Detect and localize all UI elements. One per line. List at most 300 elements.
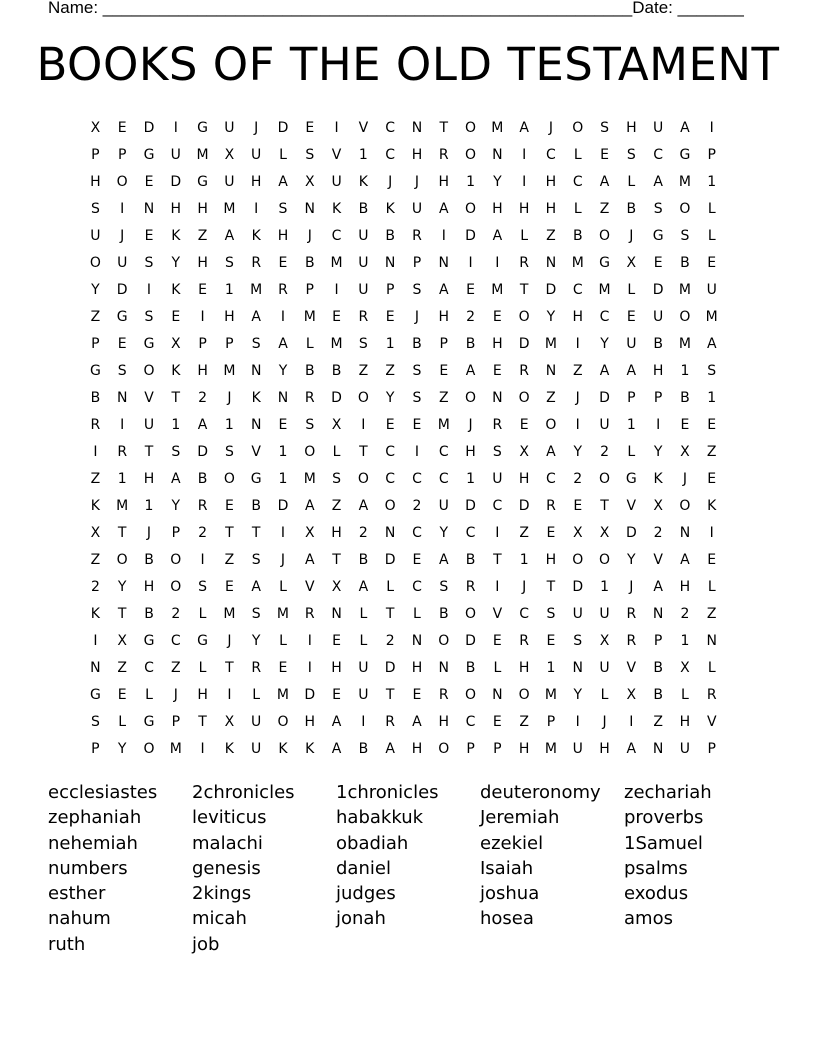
grid-letter[interactable]: M (303, 470, 316, 487)
grid-letter[interactable]: E (144, 227, 154, 244)
grid-letter[interactable]: D (197, 443, 208, 460)
grid-letter[interactable]: M (276, 605, 290, 622)
grid-letter[interactable]: L (573, 200, 582, 217)
grid-letter[interactable]: I (307, 632, 312, 649)
grid-letter[interactable]: C (572, 173, 583, 190)
grid-letter[interactable]: R (626, 605, 637, 622)
grid-letter[interactable]: S (600, 119, 609, 136)
grid-letter[interactable]: E (707, 551, 717, 568)
grid-letter[interactable]: A (626, 740, 637, 757)
grid-letter[interactable]: R (251, 254, 262, 271)
grid-letter[interactable]: R (304, 389, 315, 406)
grid-letter[interactable]: Y (439, 524, 449, 541)
grid-letter[interactable]: N (250, 416, 262, 433)
grid-letter[interactable]: O (572, 119, 584, 136)
grid-letter[interactable]: Z (331, 497, 342, 514)
grid-letter[interactable]: H (545, 200, 557, 217)
grid-letter[interactable]: E (332, 686, 341, 703)
grid-letter[interactable]: D (465, 497, 476, 514)
grid-letter[interactable]: L (627, 281, 636, 298)
grid-letter[interactable]: R (438, 146, 449, 163)
grid-letter[interactable]: N (706, 632, 717, 649)
grid-letter[interactable]: J (548, 119, 554, 136)
grid-letter[interactable]: N (652, 605, 664, 622)
grid-letter[interactable]: 1 (466, 173, 476, 190)
grid-letter[interactable]: I (575, 416, 580, 433)
grid-letter[interactable]: G (143, 335, 155, 352)
grid-letter[interactable]: L (332, 443, 341, 460)
grid-letter[interactable]: I (120, 416, 125, 433)
grid-letter[interactable]: O (116, 173, 128, 190)
grid-letter[interactable]: D (465, 227, 476, 244)
grid-letter[interactable]: X (680, 443, 690, 460)
grid-letter[interactable]: J (602, 713, 607, 730)
grid-letter[interactable]: N (652, 740, 664, 757)
grid-letter[interactable]: E (707, 470, 717, 487)
grid-letter[interactable]: Z (90, 551, 101, 568)
grid-letter[interactable]: N (545, 254, 557, 271)
grid-letter[interactable]: P (171, 713, 181, 730)
grid-letter[interactable]: B (251, 497, 261, 514)
grid-letter[interactable]: A (385, 740, 395, 757)
grid-letter[interactable]: A (626, 362, 637, 379)
grid-letter[interactable]: H (492, 335, 503, 352)
grid-letter[interactable]: J (280, 551, 286, 568)
grid-letter[interactable]: 2 (466, 308, 476, 325)
grid-letter[interactable]: Z (385, 362, 395, 379)
grid-letter[interactable]: D (652, 281, 664, 298)
grid-letter[interactable]: H (411, 659, 423, 676)
grid-letter[interactable]: I (441, 227, 446, 244)
grid-letter[interactable]: I (495, 254, 500, 271)
grid-letter[interactable]: E (600, 146, 609, 163)
grid-letter[interactable]: B (680, 254, 690, 271)
grid-letter[interactable]: L (145, 686, 153, 703)
grid-letter[interactable]: M (678, 173, 691, 190)
grid-letter[interactable]: O (599, 227, 611, 244)
grid-letter[interactable]: D (331, 389, 342, 406)
grid-letter[interactable]: A (706, 335, 717, 352)
grid-letter[interactable]: 1 (680, 362, 690, 379)
grid-letter[interactable]: P (305, 281, 314, 298)
grid-letter[interactable]: O (116, 551, 128, 568)
grid-letter[interactable]: S (251, 551, 261, 568)
grid-letter[interactable]: O (143, 740, 155, 757)
grid-letter[interactable]: O (518, 308, 530, 325)
grid-letter[interactable]: C (465, 713, 476, 730)
grid-letter[interactable]: I (575, 713, 580, 730)
grid-letter[interactable]: P (225, 335, 234, 352)
grid-letter[interactable]: M (196, 146, 209, 163)
grid-letter[interactable]: K (90, 605, 100, 622)
grid-letter[interactable]: Y (653, 443, 663, 460)
grid-letter[interactable]: O (89, 254, 101, 271)
grid-letter[interactable]: A (331, 740, 342, 757)
grid-letter[interactable]: 1 (466, 470, 476, 487)
grid-letter[interactable]: S (117, 362, 127, 379)
date-field[interactable]: Date: _______ (632, 0, 744, 17)
grid-letter[interactable]: A (171, 470, 181, 487)
grid-letter[interactable]: I (254, 200, 259, 217)
grid-letter[interactable]: N (384, 254, 396, 271)
grid-letter[interactable]: A (465, 362, 476, 379)
grid-letter[interactable]: H (518, 740, 530, 757)
grid-letter[interactable]: C (412, 524, 422, 541)
grid-letter[interactable]: 1 (171, 416, 181, 433)
name-field[interactable]: Name: ________________________________________________________ (48, 0, 633, 17)
grid-letter[interactable]: Z (170, 659, 181, 676)
grid-letter[interactable]: X (304, 524, 315, 541)
grid-letter[interactable]: B (358, 551, 369, 568)
grid-letter[interactable]: M (678, 281, 691, 298)
grid-letter[interactable]: H (679, 713, 691, 730)
grid-letter[interactable]: O (223, 470, 235, 487)
grid-letter[interactable]: O (357, 470, 369, 487)
grid-letter[interactable]: T (439, 119, 449, 136)
grid-letter[interactable]: B (412, 335, 422, 352)
grid-letter[interactable]: E (117, 119, 127, 136)
grid-letter[interactable]: R (626, 632, 637, 649)
grid-letter[interactable]: P (91, 740, 100, 757)
grid-letter[interactable]: X (653, 497, 663, 514)
grid-letter[interactable]: M (544, 335, 557, 352)
grid-letter[interactable]: E (439, 362, 449, 379)
grid-letter[interactable]: H (277, 227, 289, 244)
grid-letter[interactable]: G (143, 146, 155, 163)
grid-letter[interactable]: M (437, 416, 450, 433)
grid-letter[interactable]: Z (438, 389, 449, 406)
grid-letter[interactable]: H (331, 524, 342, 541)
grid-letter[interactable]: U (90, 227, 101, 244)
grid-letter[interactable]: E (332, 308, 341, 325)
grid-letter[interactable]: A (680, 119, 690, 136)
grid-letter[interactable]: E (546, 632, 556, 649)
grid-letter[interactable]: K (331, 200, 342, 217)
grid-letter[interactable]: J (227, 632, 232, 649)
grid-letter[interactable]: C (170, 632, 181, 649)
grid-letter[interactable]: O (357, 389, 369, 406)
grid-letter[interactable]: R (90, 416, 101, 433)
grid-letter[interactable]: H (599, 740, 610, 757)
grid-letter[interactable]: E (198, 281, 208, 298)
grid-letter[interactable]: T (251, 524, 261, 541)
grid-letter[interactable]: K (358, 173, 368, 190)
grid-letter[interactable]: D (465, 632, 476, 649)
grid-letter[interactable]: L (707, 227, 716, 244)
grid-letter[interactable]: T (385, 686, 395, 703)
grid-letter[interactable]: O (679, 200, 691, 217)
grid-letter[interactable]: I (414, 443, 420, 460)
grid-letter[interactable]: G (599, 254, 610, 271)
grid-letter[interactable]: L (707, 578, 716, 595)
grid-letter[interactable]: D (518, 497, 530, 514)
grid-letter[interactable]: Y (600, 335, 609, 352)
grid-letter[interactable]: X (304, 173, 315, 190)
grid-letter[interactable]: S (412, 362, 422, 379)
grid-letter[interactable]: Y (117, 740, 127, 757)
grid-letter[interactable]: D (572, 578, 584, 595)
grid-letter[interactable]: R (546, 497, 556, 514)
grid-letter[interactable]: H (518, 200, 530, 217)
grid-letter[interactable]: E (278, 254, 288, 271)
grid-letter[interactable]: N (411, 632, 423, 649)
grid-letter[interactable]: S (251, 605, 261, 622)
grid-letter[interactable]: E (224, 497, 234, 514)
grid-letter[interactable]: O (545, 416, 557, 433)
grid-letter[interactable]: U (438, 497, 449, 514)
grid-letter[interactable]: A (653, 173, 663, 190)
grid-letter[interactable]: G (89, 686, 101, 703)
grid-letter[interactable]: Z (519, 713, 529, 730)
grid-letter[interactable]: O (465, 605, 477, 622)
grid-letter[interactable]: N (411, 119, 423, 136)
grid-letter[interactable]: E (653, 254, 663, 271)
grid-letter[interactable]: Z (572, 362, 583, 379)
grid-letter[interactable]: A (331, 713, 342, 730)
grid-letter[interactable]: Z (599, 200, 610, 217)
grid-letter[interactable]: M (571, 254, 584, 271)
grid-letter[interactable]: O (572, 551, 584, 568)
grid-letter[interactable]: U (599, 659, 610, 676)
grid-letter[interactable]: J (575, 389, 580, 406)
grid-letter[interactable]: T (117, 524, 127, 541)
grid-letter[interactable]: I (629, 713, 634, 730)
grid-letter[interactable]: G (679, 146, 691, 163)
grid-letter[interactable]: J (682, 470, 687, 487)
grid-letter[interactable]: P (385, 281, 395, 298)
grid-letter[interactable]: N (384, 524, 396, 541)
grid-letter[interactable]: S (144, 308, 154, 325)
grid-letter[interactable]: U (358, 227, 369, 244)
grid-letter[interactable]: D (545, 281, 557, 298)
grid-letter[interactable]: K (707, 497, 717, 514)
grid-letter[interactable]: D (116, 281, 128, 298)
grid-letter[interactable]: Z (706, 443, 717, 460)
grid-letter[interactable]: E (492, 713, 502, 730)
grid-letter[interactable]: J (629, 578, 634, 595)
grid-letter[interactable]: Z (90, 470, 101, 487)
grid-letter[interactable]: C (385, 470, 396, 487)
grid-letter[interactable]: I (468, 254, 473, 271)
grid-letter[interactable]: K (305, 740, 315, 757)
grid-letter[interactable]: S (90, 713, 100, 730)
grid-letter[interactable]: L (252, 686, 261, 703)
grid-letter[interactable]: M (491, 119, 504, 136)
grid-letter[interactable]: Y (171, 497, 181, 514)
grid-letter[interactable]: E (626, 308, 636, 325)
grid-letter[interactable]: C (465, 524, 476, 541)
grid-letter[interactable]: O (170, 578, 182, 595)
grid-letter[interactable]: L (627, 443, 636, 460)
grid-letter[interactable]: B (358, 200, 369, 217)
grid-letter[interactable]: U (251, 713, 262, 730)
grid-letter[interactable]: I (146, 281, 152, 298)
grid-letter[interactable]: O (384, 497, 396, 514)
grid-letter[interactable]: D (384, 551, 396, 568)
grid-letter[interactable]: Z (224, 551, 235, 568)
grid-letter[interactable]: L (493, 659, 502, 676)
grid-letter[interactable]: 2 (600, 443, 609, 460)
grid-letter[interactable]: D (518, 335, 530, 352)
grid-letter[interactable]: U (706, 281, 717, 298)
grid-letter[interactable]: S (171, 443, 181, 460)
grid-letter[interactable]: U (626, 335, 637, 352)
grid-letter[interactable]: N (304, 200, 316, 217)
grid-letter[interactable]: B (465, 659, 476, 676)
grid-letter[interactable]: V (653, 551, 663, 568)
grid-letter[interactable]: H (518, 659, 530, 676)
grid-letter[interactable]: L (573, 146, 582, 163)
grid-letter[interactable]: S (198, 578, 208, 595)
grid-letter[interactable]: Y (573, 686, 583, 703)
grid-letter[interactable]: S (412, 281, 422, 298)
grid-letter[interactable]: M (705, 308, 718, 325)
grid-letter[interactable]: G (116, 308, 128, 325)
grid-letter[interactable]: E (573, 497, 583, 514)
grid-letter[interactable]: B (653, 659, 663, 676)
grid-letter[interactable]: T (546, 578, 556, 595)
grid-letter[interactable]: S (680, 227, 690, 244)
grid-letter[interactable]: I (307, 659, 312, 676)
grid-letter[interactable]: N (277, 389, 289, 406)
grid-letter[interactable]: N (492, 389, 503, 406)
grid-letter[interactable]: U (679, 740, 691, 757)
grid-letter[interactable]: U (599, 605, 610, 622)
grid-letter[interactable]: P (117, 146, 127, 163)
grid-letter[interactable]: H (679, 578, 691, 595)
grid-letter[interactable]: A (304, 551, 315, 568)
grid-letter[interactable]: I (709, 119, 714, 136)
grid-letter[interactable]: I (334, 281, 339, 298)
grid-letter[interactable]: T (144, 443, 154, 460)
grid-letter[interactable]: T (332, 551, 341, 568)
grid-letter[interactable]: H (652, 362, 664, 379)
grid-letter[interactable]: P (91, 146, 100, 163)
grid-letter[interactable]: Y (385, 389, 395, 406)
grid-letter[interactable]: N (679, 524, 691, 541)
grid-letter[interactable]: X (224, 713, 235, 730)
grid-letter[interactable]: Y (117, 578, 127, 595)
grid-letter[interactable]: 1 (707, 173, 717, 190)
grid-letter[interactable]: J (629, 227, 634, 244)
grid-letter[interactable]: J (173, 686, 178, 703)
grid-letter[interactable]: D (277, 119, 289, 136)
grid-letter[interactable]: X (680, 659, 690, 676)
grid-letter[interactable]: A (224, 227, 235, 244)
grid-letter[interactable]: E (117, 335, 127, 352)
grid-letter[interactable]: I (227, 686, 232, 703)
grid-letter[interactable]: C (385, 119, 396, 136)
grid-letter[interactable]: A (599, 173, 610, 190)
grid-letter[interactable]: R (519, 362, 530, 379)
grid-letter[interactable]: O (438, 632, 450, 649)
grid-letter[interactable]: A (278, 173, 288, 190)
grid-letter[interactable]: L (198, 659, 207, 676)
grid-letter[interactable]: I (93, 632, 98, 649)
grid-letter[interactable]: Z (519, 524, 529, 541)
grid-letter[interactable]: C (385, 146, 396, 163)
grid-letter[interactable]: K (385, 200, 395, 217)
grid-letter[interactable]: B (465, 335, 476, 352)
grid-letter[interactable]: U (599, 416, 610, 433)
grid-letter[interactable]: O (465, 146, 477, 163)
grid-letter[interactable]: Z (358, 362, 369, 379)
grid-letter[interactable]: P (627, 389, 636, 406)
grid-letter[interactable]: M (250, 281, 263, 298)
grid-letter[interactable]: P (171, 524, 181, 541)
grid-letter[interactable]: X (572, 524, 583, 541)
grid-letter[interactable]: B (331, 362, 342, 379)
grid-letter[interactable]: X (599, 524, 610, 541)
grid-letter[interactable]: O (438, 740, 450, 757)
grid-letter[interactable]: R (358, 308, 369, 325)
grid-letter[interactable]: I (200, 551, 205, 568)
grid-letter[interactable]: L (279, 146, 287, 163)
grid-letter[interactable]: N (250, 362, 262, 379)
grid-letter[interactable]: A (251, 308, 261, 325)
grid-letter[interactable]: A (358, 497, 369, 514)
grid-letter[interactable]: Y (573, 443, 583, 460)
grid-letter[interactable]: 1 (707, 389, 717, 406)
grid-letter[interactable]: L (198, 605, 207, 622)
grid-letter[interactable]: O (170, 551, 182, 568)
grid-letter[interactable]: D (143, 119, 155, 136)
grid-letter[interactable]: S (573, 632, 583, 649)
grid-letter[interactable]: R (492, 416, 503, 433)
grid-letter[interactable]: O (518, 389, 530, 406)
grid-letter[interactable]: L (600, 686, 609, 703)
grid-letter[interactable]: E (385, 416, 395, 433)
grid-letter[interactable]: 1 (224, 281, 234, 298)
grid-letter[interactable]: A (519, 119, 529, 136)
grid-letter[interactable]: E (519, 416, 529, 433)
grid-letter[interactable]: A (653, 578, 663, 595)
grid-letter[interactable]: I (495, 578, 500, 595)
grid-letter[interactable]: G (250, 470, 262, 487)
grid-letter[interactable]: E (707, 416, 717, 433)
grid-letter[interactable]: I (200, 740, 205, 757)
grid-letter[interactable]: E (305, 119, 315, 136)
grid-letter[interactable]: V (706, 713, 717, 730)
grid-letter[interactable]: V (626, 497, 637, 514)
grid-letter[interactable]: D (304, 686, 316, 703)
grid-letter[interactable]: 2 (171, 605, 181, 622)
grid-letter[interactable]: L (118, 713, 127, 730)
grid-letter[interactable]: I (334, 119, 339, 136)
grid-letter[interactable]: N (492, 146, 503, 163)
grid-letter[interactable]: J (414, 308, 420, 325)
grid-letter[interactable]: N (116, 389, 128, 406)
grid-letter[interactable]: T (359, 443, 368, 460)
grid-letter[interactable]: H (411, 740, 423, 757)
grid-letter[interactable]: Y (251, 632, 261, 649)
grid-letter[interactable]: V (626, 659, 637, 676)
grid-letter[interactable]: P (466, 740, 475, 757)
grid-letter[interactable]: O (465, 200, 477, 217)
grid-letter[interactable]: R (251, 659, 262, 676)
grid-letter[interactable]: C (144, 659, 154, 676)
grid-letter[interactable]: E (117, 686, 127, 703)
grid-letter[interactable]: C (331, 227, 342, 244)
grid-letter[interactable]: T (171, 389, 181, 406)
grid-letter[interactable]: E (224, 578, 234, 595)
grid-letter[interactable]: B (144, 551, 154, 568)
grid-letter[interactable]: X (331, 416, 342, 433)
grid-letter[interactable]: A (438, 200, 449, 217)
grid-letter[interactable]: I (522, 146, 527, 163)
grid-letter[interactable]: S (224, 254, 234, 271)
grid-letter[interactable]: C (653, 146, 664, 163)
